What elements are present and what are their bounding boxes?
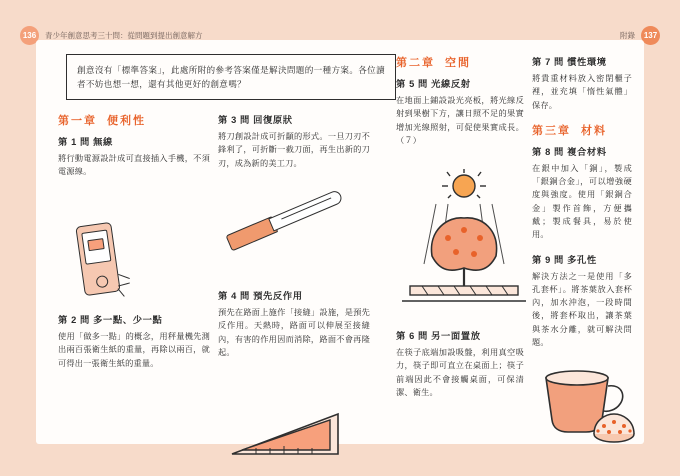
spark-line — [117, 288, 124, 297]
spark-line — [118, 274, 130, 279]
road-expansion-joint-illustration — [226, 396, 352, 466]
question-block-4 — [218, 288, 370, 367]
question-block-8 — [532, 144, 632, 242]
folio-left-number: 136 — [20, 26, 39, 45]
tree-shape — [402, 168, 526, 318]
column-one — [58, 112, 210, 189]
knife-body — [225, 188, 343, 253]
question-1-body: 將行動電源設計成可直接插入手機，不須電源線。 — [58, 154, 210, 177]
phone-home-button — [95, 275, 109, 289]
question-3-heading: 第 3 問 回復原狀 — [218, 115, 293, 125]
question-block-5 — [396, 76, 524, 147]
question-7-body: 將貴重材料放入密閉櫃子裡，並充填「惰性氣體」保存。 — [532, 74, 632, 110]
question-1-heading: 第 1 問 無線 — [58, 137, 113, 147]
question-block-7 — [532, 54, 632, 112]
folio-left-title: 青少年創意思考三十問：從問題到提出創意解方 — [45, 31, 203, 40]
question-8-heading: 第 8 問 複合材料 — [532, 146, 607, 157]
cup-shape — [536, 358, 640, 448]
intro-box: 創意沒有「標準答案」，此處所附的參考答案僅是解決問題的一種方案。各位讀者不妨也想一想，還有其他更好的創意嗎？ — [66, 54, 396, 100]
spark-line — [118, 282, 130, 286]
question-block-3 — [218, 112, 370, 170]
knife-blade — [268, 189, 343, 232]
folio-right-title: 附錄 — [620, 31, 635, 40]
chapter-three-title: 第三章 材料 — [532, 124, 607, 137]
question-block-6 — [396, 328, 524, 407]
snap-off-blade-knife-illustration — [221, 208, 361, 280]
question-6-body: 在筷子底端加設吸盤，利用真空吸力，筷子即可直立在桌面上；筷子前端因此不會接觸桌面，可保清潔、衛生。 — [396, 348, 524, 397]
tea-cup-strainer-illustration — [536, 358, 640, 448]
question-6-heading: 第 6 問 另一面置放 — [396, 331, 481, 341]
folio-right-number: 137 — [641, 26, 660, 45]
column-three — [396, 54, 524, 157]
phone-plug — [87, 238, 104, 251]
column-four — [532, 54, 632, 359]
column-two — [218, 112, 370, 180]
question-2-heading: 第 2 問 多一點、少一點 — [58, 315, 163, 325]
question-block-9 — [532, 252, 632, 350]
question-9-heading: 第 9 問 多孔性 — [532, 254, 597, 265]
question-7-heading: 第 7 問 慣性環境 — [532, 57, 607, 67]
question-5-body: 在地面上鋪設設光亮板，將光線反射到果樹下方，讓日照不足的果實增加光線照射，可促使果實成長。（７） — [396, 96, 524, 145]
page-inner — [36, 40, 644, 444]
chapter-two-title: 第二章 空間 — [396, 57, 471, 69]
phone-power-bank-illustration — [66, 218, 138, 304]
question-4-heading: 第 4 問 預先反作用 — [218, 291, 303, 301]
question-4-body: 預先在路面上施作「接縫」設施，是預先反作用。天熱時，路面可以伸展至接縫內，有害的作用因而消除，路面不會再隆起。 — [218, 308, 370, 357]
question-8-body: 在銀中加入「銅」，製成「銀銅合金」，可以增強硬度與強度。使用「銀銅合金」製作首飾，方便攜戴；製成餐具，易於使用。 — [532, 163, 632, 240]
question-block-2 — [58, 312, 210, 378]
sun-tree-reflector-illustration — [402, 168, 526, 318]
question-2-body: 使用「做多一點」的概念，用秤量機先測出兩百張衛生紙的重量，再除以兩百，就可得出一張衛生紙的重量。 — [58, 332, 210, 368]
question-5-heading: 第 5 問 光線反射 — [396, 79, 471, 89]
question-3-body: 將刀創設計成可折顲的形式。一旦刀刃不鋒利了，可折斷一截刀面，再生出新的刀刃，成為新的美工刀。 — [218, 132, 370, 168]
page-card — [36, 40, 644, 444]
phone-body — [75, 222, 120, 296]
ruler-shape — [226, 396, 352, 466]
question-9-body: 解決方法之一是使用「多孔套杯」。將茶葉放入套杯內，加水沖泡，一段時間後，將套杯取出，讓茶葉與茶水分離，就可解決問題。 — [532, 271, 632, 347]
chapter-one-title: 第一章 便利性 — [58, 115, 146, 127]
question-block-1 — [58, 134, 210, 179]
